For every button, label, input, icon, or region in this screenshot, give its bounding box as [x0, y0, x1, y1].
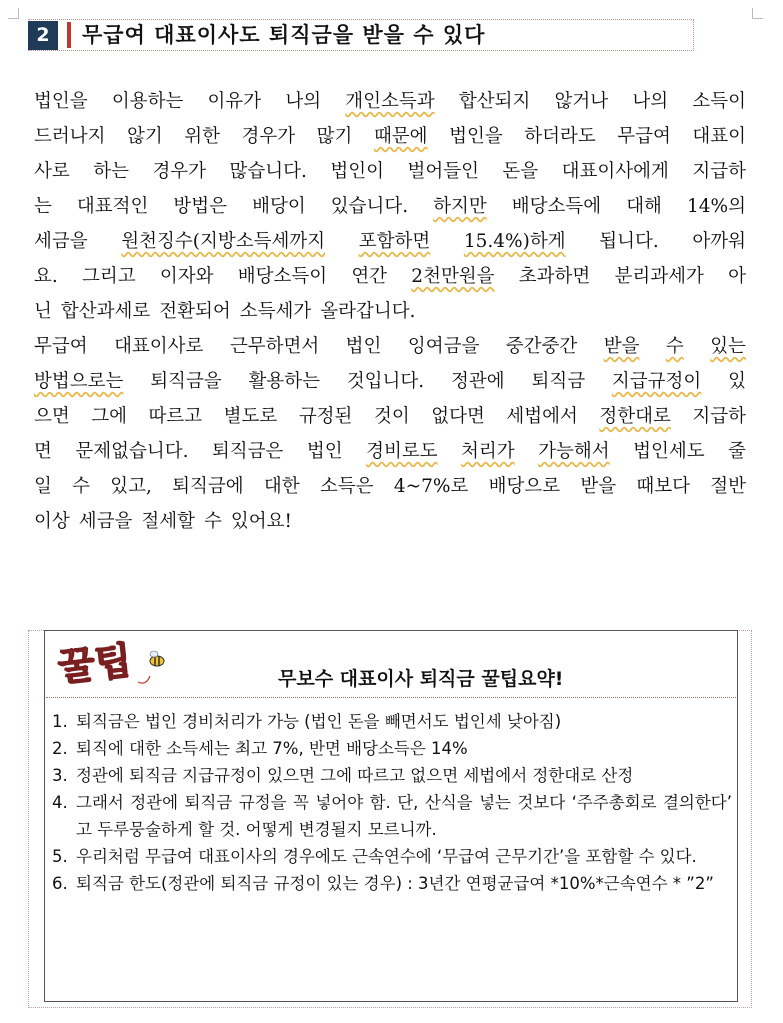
body-word: 드러나지 — [34, 126, 106, 147]
tip-item-text: 정관에 퇴직금 지급규정이 있으면 그에 따르고 없으면 세법에서 정한대로 산정 — [76, 766, 634, 785]
body-word: 벌어들인 — [407, 161, 479, 182]
tip-item-number: 1. — [52, 712, 68, 731]
body-word: 지급하 — [692, 406, 746, 427]
body-word: 경우가 — [241, 126, 296, 147]
body-word: 4~7%로 — [393, 476, 469, 497]
tip-item — [52, 762, 732, 789]
body-word: 법인세도 — [633, 441, 705, 462]
body-word: 것이 — [373, 406, 410, 427]
body-word: 포함하면 — [358, 231, 431, 252]
tip-item-text: 퇴직에 대한 소득세는 최고 7%, 반면 배당소득은 14% — [76, 739, 468, 758]
body-word: 14%의 — [686, 196, 746, 217]
body-word: 하지만 — [433, 196, 487, 217]
body-word: 별도로 — [223, 406, 278, 427]
tip-item — [52, 735, 732, 762]
body-word: 때보다 — [636, 476, 690, 497]
body-word: 수 — [665, 336, 684, 357]
body-word: 사로 — [34, 161, 70, 182]
tip-item-number: 3. — [52, 766, 68, 785]
body-word: 정관에 — [451, 371, 505, 392]
body-word: 있 — [728, 371, 746, 392]
body-word: 대표이사로 — [114, 336, 204, 357]
body-word: 올라갑니다. — [320, 301, 416, 322]
body-word: 배당소득에 — [511, 196, 602, 217]
body-word: 지급하 — [692, 161, 746, 182]
tip-box-divider — [46, 697, 736, 698]
body-word: 됩니다. — [599, 231, 659, 252]
body-word: 것입니다. — [346, 371, 425, 392]
body-word: 세금을 — [34, 231, 88, 252]
page-corner-mark-left — [8, 8, 19, 19]
body-word: 대표이사에게 — [561, 161, 669, 182]
body-word: 법인을 — [34, 91, 88, 112]
body-word: 활용하는 — [248, 371, 320, 392]
body-word: 줄 — [728, 441, 746, 462]
tip-item-number: 2. — [52, 739, 68, 758]
body-word: 아 — [728, 266, 746, 287]
body-word: 대표이 — [692, 126, 746, 147]
body-word: 위한 — [184, 126, 221, 147]
body-word: 처리가 — [461, 441, 515, 462]
heading-accent-bar — [67, 22, 71, 48]
body-word: 면 — [34, 441, 52, 462]
body-word: 요. — [34, 266, 58, 287]
body-word: 있어요! — [230, 511, 292, 532]
body-word: 정한대로 — [599, 406, 671, 427]
body-word: 경비로도 — [366, 441, 438, 462]
body-word: 받을 — [580, 476, 617, 497]
tip-item-number: 5. — [52, 847, 68, 866]
body-word: 무급여 — [617, 126, 671, 147]
body-word: 합산되지 — [458, 91, 531, 112]
body-word: 닌 — [34, 301, 52, 322]
body-word: 이자와 — [159, 266, 214, 287]
body-word: 문제없습니다. — [75, 441, 189, 462]
body-text — [34, 84, 746, 539]
body-word: 많기 — [316, 126, 353, 147]
body-word: 대표적인 — [76, 196, 149, 217]
body-word: 소득이 — [692, 91, 746, 112]
body-line — [34, 329, 746, 364]
body-word: 합산과세로 — [60, 301, 151, 322]
body-word: 수 — [72, 476, 91, 497]
body-line — [34, 469, 746, 504]
body-line — [34, 189, 746, 224]
body-word: 이유가 — [207, 91, 262, 112]
body-word: 없다면 — [431, 406, 485, 427]
honey-tip-logo — [56, 634, 168, 692]
body-word: 수 — [204, 511, 222, 532]
body-word: 법인 — [306, 441, 343, 462]
body-line — [34, 84, 746, 119]
body-line — [34, 294, 746, 329]
body-word: 따르고 — [148, 406, 203, 427]
body-word: 2천만원을 — [411, 266, 495, 287]
body-word: 그리고 — [82, 266, 136, 287]
body-word: 법인을 — [449, 126, 503, 147]
body-word: 퇴직금은 — [211, 441, 284, 462]
tip-item-number: 4. — [52, 793, 68, 812]
body-word: 분리과세가 — [614, 266, 704, 287]
body-word: 아까워 — [692, 231, 746, 252]
body-word: 그에 — [91, 406, 128, 427]
body-line — [34, 434, 746, 469]
body-word: 규정된 — [298, 406, 353, 427]
tip-item — [52, 843, 732, 870]
body-word: 배당으로 — [488, 476, 561, 497]
section-number-badge: 2 — [28, 21, 58, 50]
body-word: 으면 — [34, 406, 70, 427]
body-line — [34, 154, 746, 189]
body-word: 초과하면 — [518, 266, 591, 287]
body-word: 나의 — [285, 91, 322, 112]
body-word: 때문에 — [373, 126, 428, 147]
body-word: 있고, — [110, 476, 152, 497]
body-word: 전환되어 — [159, 301, 231, 322]
body-word: 있습니다. — [330, 196, 409, 217]
body-word: 개인소득과 — [345, 91, 435, 112]
body-word: 잉여금을 — [407, 336, 480, 357]
body-word: 무급여 — [34, 336, 88, 357]
body-word: 돈을 — [502, 161, 539, 182]
body-word: 퇴직금을 — [150, 371, 222, 392]
body-word: 이용하는 — [111, 91, 184, 112]
body-word: 퇴직금에 — [172, 476, 244, 497]
body-word: 중간중간 — [505, 336, 578, 357]
tip-box-title: 무보수 대표이사 퇴직금 꿀팁요약! — [278, 668, 564, 690]
body-word: 있는 — [710, 336, 746, 357]
body-word: 절세할 — [141, 511, 195, 532]
body-word: 가능해서 — [538, 441, 610, 462]
body-word: 일 — [34, 476, 52, 497]
body-word: 하더라도 — [524, 126, 596, 147]
body-line — [34, 224, 746, 259]
body-word: 15.4%)하게 — [463, 231, 566, 252]
bee-icon — [138, 651, 164, 683]
body-word: 퇴직금 — [531, 371, 586, 392]
tip-item — [52, 789, 732, 843]
tip-item-text: 퇴직금은 법인 경비처리가 가능 (법인 돈을 빼면서도 법인세 낮아짐) — [76, 712, 562, 731]
tip-item-text: 퇴직금 한도(정관에 퇴직금 규정이 있는 경우) : 3년간 연평균급여 *10%*근속연수 * ”2” — [76, 874, 714, 893]
body-word: 나의 — [632, 91, 669, 112]
body-word: 하는 — [93, 161, 129, 182]
body-word: 대해 — [626, 196, 662, 217]
body-word: 방법은 — [173, 196, 228, 217]
body-word: 절반 — [710, 476, 746, 497]
tip-item-number: 6. — [52, 874, 68, 893]
body-word: 연간 — [351, 266, 388, 287]
section-title: 무급여 대표이사도 퇴직금을 받을 수 있다 — [82, 23, 486, 47]
body-word: 경우가 — [152, 161, 207, 182]
body-word: 소득은 — [319, 476, 374, 497]
body-word: 방법으로는 — [34, 371, 124, 392]
body-word: 소득세가 — [239, 301, 312, 322]
body-line — [34, 119, 746, 154]
body-word: 세법에서 — [506, 406, 578, 427]
body-word: 근무하면서 — [229, 336, 320, 357]
tip-item-text: 우리처럼 무급여 대표이사의 경우에도 근속연수에 ‘무급여 근무기간’을 포함할 수 있다. — [76, 847, 697, 866]
body-word: 받을 — [603, 336, 640, 357]
body-word: 않거나 — [554, 91, 609, 112]
body-line — [34, 259, 746, 294]
body-word: 배당이 — [252, 196, 306, 217]
body-word: 법인 — [345, 336, 382, 357]
body-word: 이상 — [34, 511, 70, 532]
body-word: 는 — [34, 196, 52, 217]
body-word: 지급규정이 — [611, 371, 702, 392]
body-line — [34, 504, 746, 539]
page-corner-mark-right — [752, 8, 763, 19]
tip-list — [52, 708, 732, 897]
body-word: 법인이 — [330, 161, 384, 182]
tip-item — [52, 870, 732, 897]
body-word: 원천징수(지방소득세까지 — [121, 231, 326, 252]
body-line — [34, 399, 746, 434]
body-word: 배당소득이 — [237, 266, 328, 287]
section-heading — [28, 19, 694, 51]
body-line — [34, 364, 746, 399]
tip-item-text: 그래서 정관에 퇴직금 규정을 꼭 넣어야 함. 단, 산식을 넣는 것보다 ‘주주총회로 결의한다’ 고 두루뭉술하게 할 것. 어떻게 변경될지 모르니까. — [76, 793, 732, 839]
tip-item — [52, 708, 732, 735]
body-word: 않기 — [127, 126, 163, 147]
body-word: 대한 — [263, 476, 300, 497]
logo-text: 꿀팁 — [56, 638, 134, 690]
body-word: 많습니다. — [229, 161, 307, 182]
body-word: 세금을 — [78, 511, 133, 532]
